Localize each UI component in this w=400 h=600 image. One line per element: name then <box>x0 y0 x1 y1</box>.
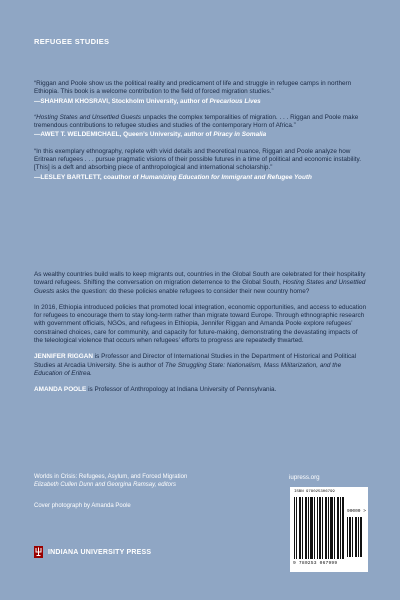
blurb-work-title: Precarious Lives <box>209 97 261 105</box>
blurb-2 <box>34 114 366 140</box>
blurb-work-title: Humanizing Education for Immigrant and Refugee Youth <box>140 173 312 181</box>
blurb-attribution <box>34 174 366 182</box>
blurb-quote: “In this exemplary ethnography, replete with vivid details and theoretical nuance, Riggan and Poole analyze how Eritrean refugees . . . pursue pragmatic visions of their possible futures in a time of political and economic instability. [This] is a deft and absorbing piece of anthropological and international scholarship.” <box>34 147 362 172</box>
desc-book-title: Hosting States and Unsettled Guests <box>34 279 366 295</box>
author-name: AMANDA POOLE <box>34 386 87 394</box>
series-editors: Elizabeth Cullen Dunn and Georgina Ramsay, editors <box>34 481 176 488</box>
blurbs-section <box>34 80 366 190</box>
blurb-quote-rest: unpacks the complex temporalities of migration. . . . Riggan and Poole make tremendous contributions to refugee studies and studies of the contemporary Horn of Africa.” <box>34 113 359 130</box>
blurb-quote <box>34 114 366 131</box>
description-paragraph-2: In 2016, Ethiopia introduced policies that promoted local integration, economic opportunities, and access to education for refugees to encourage them to stay long-term rather than migrate toward Europe. Through ethnographic research with government officials, NGOs, and refugees in Ethiopia, Jennifer Riggan and Amanda Poole explore refugees’ constrained choices, care for community, and capacity for future-making, demonstrating the devastating impacts of the teleological violence that occurs when refugees’ efforts to progress are repeatedly thwarted. <box>34 303 367 345</box>
blurb-work-title: Piracy in Somalia <box>213 131 267 139</box>
blurb-attribution <box>34 131 366 139</box>
blurb-1 <box>34 80 366 106</box>
blurb-quote-title: “Hosting States and Unsettled Guests <box>34 113 141 121</box>
iu-trident-icon <box>34 546 43 558</box>
book-description <box>34 271 368 403</box>
desc-text: As wealthy countries build walls to keep migrants out, countries in the Global South are celebrated for their hospitality toward refugees. Shifting the conversation on migration deterrence to the Global South, <box>34 271 366 287</box>
bio-work-title: The Struggling State: Nationalism, Mass Militarization, and the Education of Eritrea. <box>34 361 342 377</box>
series-info <box>34 474 254 489</box>
publisher-name: INDIANA UNIVERSITY PRESS <box>48 548 152 556</box>
blurb-quote: “Riggan and Poole show us the political reality and predicament of life and struggle in refugee camps in northern Ethiopia. This book is a welcome contribution to the field of forced migration studies.” <box>34 80 352 96</box>
author-bio-2 <box>34 386 368 394</box>
bio-text: is Professor and Director of International Studies in the Department of Historical and Political Studies at Arcadia University. She is author of <box>34 353 357 369</box>
category-label: REFUGEE STUDIES <box>34 37 110 46</box>
blurb-3 <box>34 148 366 182</box>
price-code: 90000 > <box>347 509 366 514</box>
publisher-url[interactable]: iupress.org <box>289 474 320 481</box>
price-barcode-bars <box>347 517 363 557</box>
blurb-author: —SHAHRAM KHOSRAVI, Stockholm University, author of <box>34 97 210 105</box>
desc-text: asks the question: do these policies enable refugees to consider their new country home? <box>54 287 310 295</box>
author-bio-1 <box>34 353 368 378</box>
description-paragraph-1 <box>34 271 368 296</box>
isbn-number: 9 780253 067999 <box>293 561 338 566</box>
cover-credit: Cover photograph by Amanda Poole <box>34 503 131 509</box>
author-name: JENNIFER RIGGAN <box>34 353 93 361</box>
isbn-barcode <box>290 487 368 572</box>
isbn-label: ISBN 978025306799 <box>294 490 335 494</box>
blurb-author: —AWET T. WELDEMICHAEL, Queen’s University, author of <box>34 131 214 139</box>
series-title: Worlds in Crisis: Refugees, Asylum, and Forced Migration <box>34 474 188 480</box>
blurb-author: —LESLEY BARTLETT, coauthor of <box>34 173 141 181</box>
blurb-attribution <box>34 98 366 106</box>
bio-text: is Professor of Anthropology at Indiana University of Pennsylvania. <box>86 386 277 394</box>
barcode-bars <box>294 497 344 559</box>
publisher-logo <box>34 546 151 558</box>
